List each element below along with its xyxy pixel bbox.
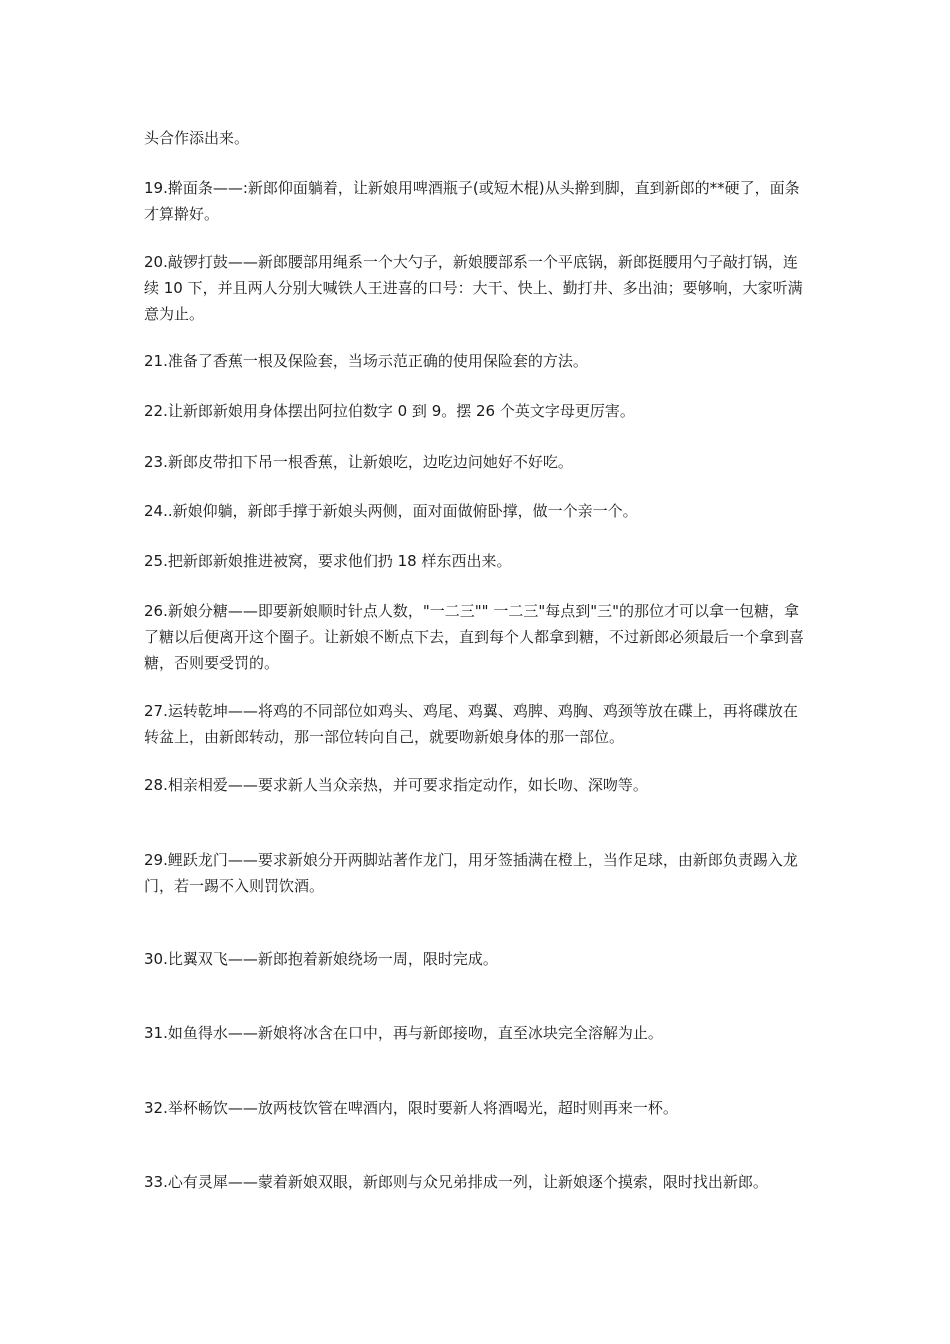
paragraph-item-26: 26.新娘分糖——即要新娘顺时针点人数，"一二三"" 一二三"每点到"三"的那位才可以拿一包糖，拿了糖以后便离开这个圈子。让新娘不断点下去，直到每个人都拿到糖，不过新郎必须最后一个拿到喜糖，否则要受罚的。	[144, 602, 805, 672]
paragraph-continuation: 头合作添出来。	[144, 129, 250, 147]
paragraph-item-33: 33.心有灵犀——蒙着新娘双眼，新郎则与众兄弟排成一列，让新娘逐个摸索，限时找出新郎。	[144, 1173, 768, 1191]
paragraph-item-27: 27.运转乾坤——将鸡的不同部位如鸡头、鸡尾、鸡翼、鸡脾、鸡胸、鸡颈等放在碟上，再将碟放在转盆上，由新郎转动，那一部位转向自己，就要吻新娘身体的那一部位。	[144, 702, 798, 746]
paragraph-item-32: 32.举杯畅饮——放两枝饮管在啤酒内，限时要新人将酒喝光，超时则再来一杯。	[144, 1099, 678, 1117]
paragraph-item-22: 22.让新郎新娘用身体摆出阿拉伯数字 0 到 9。摆 26 个英文字母更厉害。	[144, 402, 635, 420]
paragraph-item-24: 24..新娘仰躺，新郎手撑于新娘头两侧，面对面做俯卧撑，做一个亲一个。	[144, 502, 638, 520]
paragraph-item-20: 20.敲锣打鼓——新郎腰部用绳系一个大勺子，新娘腰部系一个平底锅，新郎挺腰用勺子敲打锅，连续 10 下，并且两人分别大喊铁人王进喜的口号：大干、快上、勤打井、多出油；要够响，大家听满意为止。	[144, 253, 803, 323]
paragraph-item-31: 31.如鱼得水——新娘将冰含在口中，再与新郎接吻，直至冰块完全溶解为止。	[144, 1024, 663, 1042]
paragraph-item-19: 19.擀面条——:新郎仰面躺着，让新娘用啤酒瓶子(或短木棍)从头擀到脚，直到新郎的**硬了，面条才算擀好。	[144, 179, 800, 223]
paragraph-item-25: 25.把新郎新娘推进被窝，要求他们扔 18 样东西出来。	[144, 552, 512, 570]
paragraph-item-21: 21.准备了香蕉一根及保险套，当场示范正确的使用保险套的方法。	[144, 352, 588, 370]
paragraph-item-23: 23.新郎皮带扣下吊一根香蕉，让新娘吃，边吃边问她好不好吃。	[144, 453, 573, 471]
paragraph-item-30: 30.比翼双飞——新郎抱着新娘绕场一周，限时完成。	[144, 950, 498, 968]
paragraph-item-28: 28.相亲相爱——要求新人当众亲热，并可要求指定动作，如长吻、深吻等。	[144, 776, 648, 794]
paragraph-item-29: 29.鲤跃龙门——要求新娘分开两脚站著作龙门，用牙签插满在橙上，当作足球，由新郎负责踢入龙门，若一踢不入则罚饮酒。	[144, 851, 798, 895]
